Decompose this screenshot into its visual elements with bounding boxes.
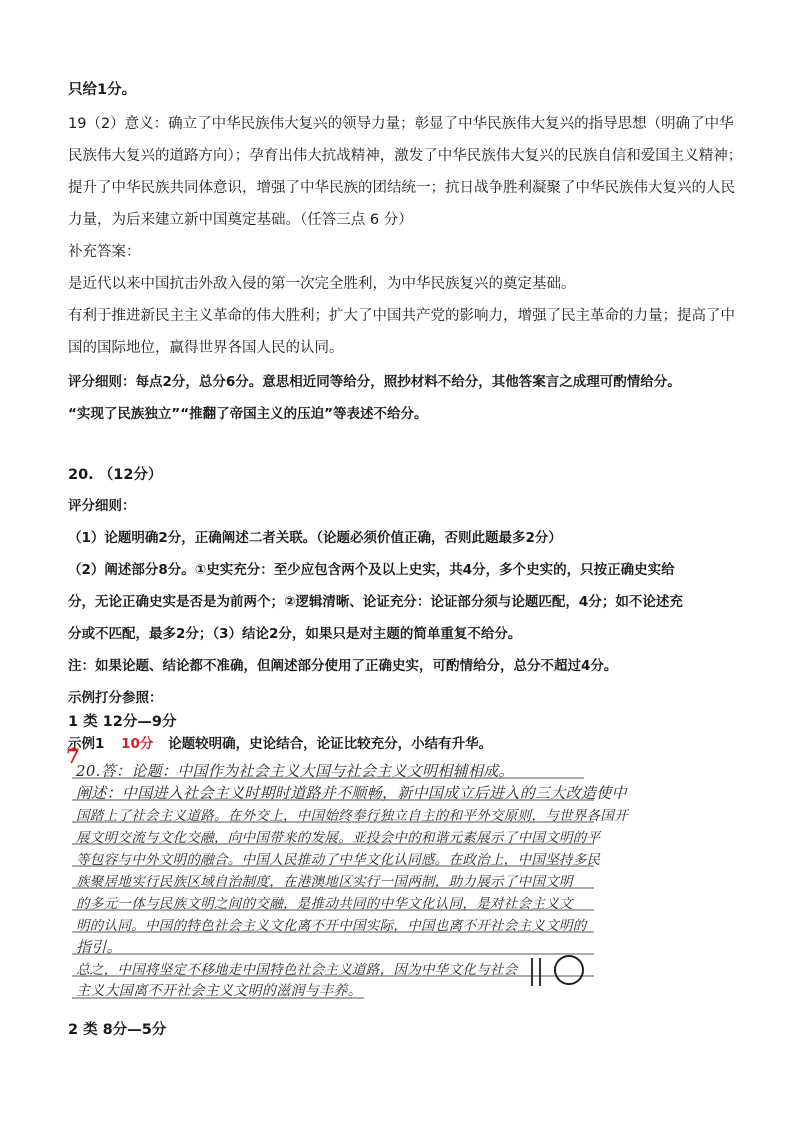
section-heading: 评分细则： — [68, 498, 136, 514]
handwriting-line: 展文明交流与文化交融，向中国带来的发展。亚投会中的和谐元素展示了中国文明的平 — [76, 830, 601, 846]
red-score-mark: 7 — [66, 744, 80, 768]
handwriting-line: 指引。 — [76, 938, 122, 956]
text-line: 有利于推进新民主主义革命的伟大胜利；扩大了中国共产党的影响力，增强了民主革命的力量；提高了中 — [68, 308, 735, 324]
handwriting-line: 族聚居地实行民族区域自治制度，在港澳地区实行一国两制，助力展示了中国文明 — [76, 874, 573, 890]
text-line: 只给1分。 — [68, 82, 137, 98]
grading-rule: 评分细则：每点2分，总分6分。意思相近同等给分，照抄材料不给分，其他答案言之成理可酌情给分。 — [68, 374, 681, 390]
handwriting-line: 主义大国离不开社会主义文明的滋润与丰养。 — [76, 983, 362, 999]
handwriting-line: 20.答：论题：中国作为社会主义大国与社会主义文明相辅相成。 — [76, 762, 514, 780]
text-line: 补充答案： — [68, 244, 141, 260]
handwriting-line: 的多元一体与民族文明之间的交融，是推动共同的中华文化认同，是对社会主义文 — [76, 896, 573, 912]
category-heading: 1 类 12分—9分 — [68, 714, 177, 730]
note: 注：如果论题、结论都不准确，但阐述部分使用了正确史实，可酌情给分，总分不超过4分。 — [68, 658, 618, 674]
question-heading: 20. （12分） — [68, 467, 163, 483]
example-label: 示例1 — [68, 736, 105, 752]
handwriting-line: 阐述：中国进入社会主义时期时道路并不顺畅，新中国成立后进入的三大改造使中 — [76, 784, 627, 802]
text-line: 力量，为后来建立新中国奠定基础。（任答三点 6 分） — [68, 212, 413, 228]
example-comment: 论题较明确，史论结合，论证比较充分，小结有升华。 — [168, 736, 493, 752]
category-heading: 2 类 8分—5分 — [68, 1022, 167, 1038]
example-score: 10分 — [121, 736, 154, 752]
handwriting-line: 总之，中国将坚定不移地走中国特色社会主义道路，因为中华文化与社会 — [76, 962, 518, 978]
handwriting-line: 国踏上了社会主义道路。在外交上，中国始终奉行独立自主的和平外交原则，与世界各国开 — [76, 808, 628, 824]
section-heading: 示例打分参照： — [68, 690, 163, 706]
grading-rule: “实现了民族独立”“推翻了帝国主义的压迫”等表述不给分。 — [68, 406, 428, 422]
grading-rule: （2）阐述部分8分。①史实充分：至少应包含两个及以上史实，共4分，多个史实的，只按正确史实给 — [68, 562, 675, 578]
grading-rule: （1）论题明确2分，正确阐述二者关联。（论题必须价值正确，否则此题最多2分） — [68, 530, 562, 546]
handwriting-line: 明的认同。中国的特色社会主义文化离不开中国实际，中国也离不开社会主义文明的 — [76, 918, 587, 934]
text-line: 民族伟大复兴的道路方向）；孕育出伟大抗战精神，激发了中华民族伟大复兴的民族自信和爱国主义精神； — [68, 148, 743, 164]
text-line: 是近代以来中国抗击外敌入侵的第一次完全胜利，为中华民族复兴的奠定基础。 — [68, 276, 576, 292]
text-line: 提升了中华民族共同体意识，增强了中华民族的团结统一；抗日战争胜利凝聚了中华民族伟大复兴的人民 — [68, 180, 735, 196]
handwritten-answer — [64, 748, 628, 1010]
text-line: 国的国际地位，赢得世界各国人民的认同。 — [68, 340, 344, 356]
handwriting-line: 等包容与中外文明的融合。中国人民推动了中华文化认同感。在政治上，中国坚持多民 — [76, 852, 601, 868]
grading-rule: 分，无论正确史实是否是为前两个；②逻辑清晰、论证充分：论证部分须与论题匹配，4分；如不论述充 — [68, 594, 683, 610]
text-line: 19（2）意义：确立了中华民族伟大复兴的领导力量；彰显了中华民族伟大复兴的指导思想（明确了中华 — [68, 116, 734, 132]
grading-rule: 分或不匹配，最多2分；（3）结论2分，如果只是对主题的简单重复不给分。 — [68, 626, 522, 642]
